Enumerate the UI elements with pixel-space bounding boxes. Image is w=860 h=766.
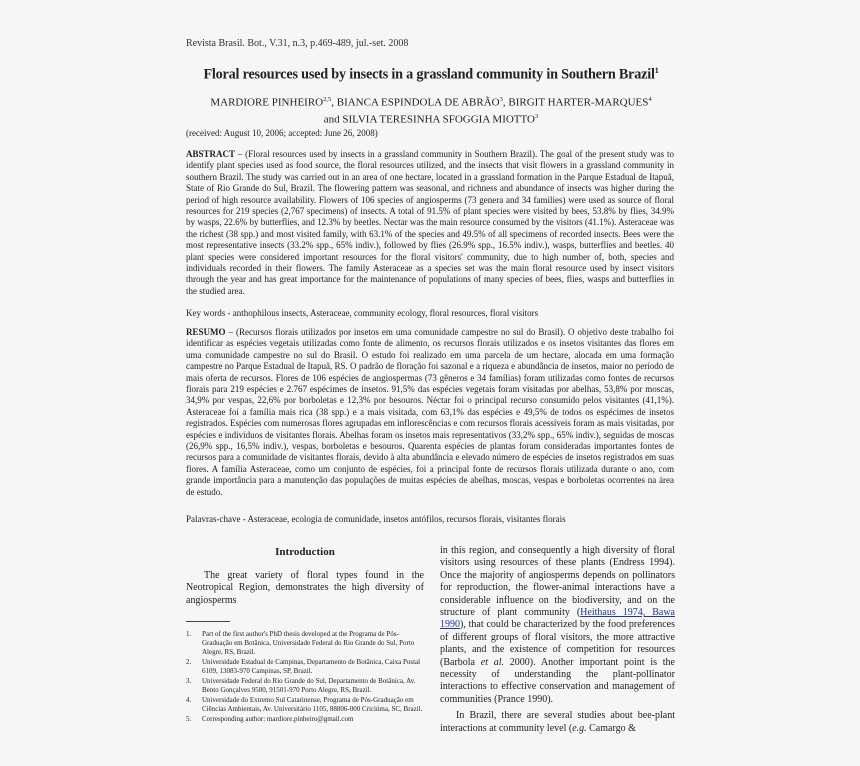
footnotes [186, 630, 424, 724]
paragraph-text: Camargo & [586, 722, 636, 734]
italic-text: e.g. [572, 722, 587, 734]
left-column [186, 546, 424, 725]
journal-citation: Revista Brasil. Bot., V.31, n.3, p.469-489, jul.-set. 2008 [186, 38, 409, 49]
abstract-label: ABSTRACT [186, 149, 236, 159]
introduction-heading: Introduction [275, 546, 335, 558]
paragraph-text: ), that could be characterized by the food preferences of different groups of floral visitors, the more attractive plants, and the existence of competition for resources (Barbola [440, 619, 675, 668]
footnote-number: 1. [186, 630, 192, 639]
resumo-label: RESUMO [186, 327, 226, 337]
introduction-text: The great variety of floral types found in the Neotropical Region, demonstrates the high diversity of angiosperms [186, 570, 424, 606]
title-footnote-marker: 1 [654, 66, 659, 75]
footnote-text: Corresponding author: mardiore.pinheiro@gmail.com [202, 715, 354, 724]
footnote-number: 3. [186, 677, 192, 686]
footnote-item [186, 677, 424, 695]
footnote-text: Universidade Estadual de Campinas, Departamento de Botânica, Caixa Postal 6109, 13083-970 Campinas, SP, Brazil. [202, 658, 421, 676]
author-2: , BIANCA ESPINDOLA DE ABRÃO [331, 96, 500, 109]
author-1-affiliation: 2,5 [323, 96, 332, 103]
footnote-text: Part of the first author's PhD thesis developed at the Programa de Pós-Graduação em Botânica, Universidade Federal do Rio Grande do Sul, Porto Alegre, RS, Brazil. [202, 630, 415, 657]
footnote-text: Universidade do Extremo Sul Catarinense, Programa de Pós-Graduação em Ciências Ambientais, Av. Universitário 1105, 88806-000 Criciúma, SC, Brazil. [202, 696, 423, 714]
abstract-text: – (Floral resources used by insects in a grassland community in Southern Brazil). The goal of the present study was to identify plant species used as food source, the floral resources utilized, and the insects that visit flowers in a grassland community in southern Brazil. The study was carried out in an area of one hectare, located in a grassland formation in the Parque Estadual de Itapuã, State of Rio Grande do Sul, Brazil. The flowering pattern was seasonal, and richness and abundance of insects was higher during the period of high resource availability. Flowers of 106 species of angiosperms (73 genera and 34 families) were used as source of floral resources for 219 species (2,767 specimens) of insects. A total of 91.5% of plant species were visited by bees, 53.8% by flies, 34.9% by wasps, 22.6% by butterflies, and 12.3% by beetles. Nectar was the main resource consumed by the visitors (41.1%). Asteraceae was the richest (38 spp.) and most visited family, with 63.1% of the species and 49.5% of all specimens of recorded insects. Bees were the most representative insects (33.2% spp., 65% indiv.), followed by flies (26.9% spp., 16.5% indiv.), wasps, butterflies and beetles. 40 plant species were considered important resources for the floral visitors' community, due to high number of, both, species and individuals recorded in their flowers. The family Asteraceae as a species set was the main floral resource used by insect visitors through the year and has great importance for the maintenance of populations of many species of bees, flies, wasps and butterflies in the studied area. [186, 149, 674, 296]
author-4-affiliation: 3 [535, 112, 539, 120]
right-paragraph-1 [440, 545, 675, 706]
paper-title [186, 66, 676, 84]
footnote-number: 5. [186, 715, 192, 724]
footnote-number: 2. [186, 658, 192, 667]
author-2-affiliation: 3 [499, 96, 503, 103]
abstract [186, 149, 674, 297]
resumo-text: – (Recursos florais utilizados por insetos em uma comunidade campestre no sul do Brasil). O objetivo deste trabalho foi identificar as espécies vegetais utilizadas como fonte de alimento, os recursos florais utilizados e os insetos visitantes das flores em uma comunidade campestre no sul do Brasil. O estudo foi realizado em uma parcela de um hectare, alocada em uma formação campestre no Parque Estadual de Itapuã, RS. O padrão de floração foi sazonal e a riqueza e abundância de insetos, maior no período de mais oferta de recursos. Flores de 106 espécies de angiospermas (73 gêneros e 34 famílias) foram utilizadas como fontes de recursos florais para 219 espécies e 2.767 espécimes de insetos. 91,5% das espécies vegetais foram visitadas por abelhas, 53,8% por moscas, 34,9% por vespas, 22,6% por borboletas e 12,3% por besouros. Néctar foi o principal recurso consumido pelos visitantes (41,1%). Asteraceae foi a família mais rica (38 spp.) e a mais visitada, com 63,1% das espécies e 49,5% de todos os espécimes de insetos registrados. Espécies com numerosas flores agrupadas em inflorescências e com recursos florais acessíveis foram as mais visitadas, por espécies e indivíduos de visitantes florais. Abelhas foram os insetos mais representativos (33,2% spp., 65% indiv.), seguidas de moscas (26,9% spp., 16,5% indiv.), vespas, borboletas e besouros. Quarenta espécies de plantas foram consideradas importantes fontes de recursos para a comunidade de visitantes florais, devido à alta abundância e elevado número de espécies de insetos registrados em suas flores. A família Asteraceae, como um conjunto de espécies, foi a principal fonte de recursos florais utilizada durante o ano, com grande importância para a manutenção das populações de muitas espécies de abelhas, moscas, vespas e borboletas ocorrentes na área de estudo. [186, 327, 674, 497]
author-1: MARDIORE PINHEIRO [210, 96, 324, 109]
author-3: , BIRGIT HARTER-MARQUES [502, 96, 649, 109]
author-4: and SILVIA TERESINHA SFOGGIA MIOTTO [323, 113, 535, 126]
citation-link[interactable]: Heithaus 1974, Bawa 1990 [440, 607, 675, 631]
author-list [186, 93, 676, 126]
title-text: Floral resources used by insects in a grassland community in Southern Brazil [203, 66, 655, 83]
keywords: Key words - anthophilous insects, Asteraceae, community ecology, floral resources, floral visitors [186, 308, 539, 318]
paragraph-text: in this region, and consequently a high diversity of floral visitors using resources of these plants (Endress 1994). Once the majority of angiosperms depends on pollinators for reproduction, the flower-animal interactions have a considerable influence on the biodiversity, and on the structure of plant community ( [440, 545, 675, 619]
footnote-item [186, 696, 424, 714]
footnote-item [186, 630, 424, 657]
right-column [440, 545, 675, 735]
italic-text: et al. [480, 656, 505, 668]
received-dates: (received: August 10, 2006; accepted: June 26, 2008) [186, 128, 378, 138]
author-3-affiliation: 4 [648, 96, 652, 103]
right-paragraph-2 [440, 710, 675, 735]
footnote-item [186, 658, 424, 676]
footnote-item [186, 715, 424, 724]
paragraph-text: In Brazil, there are several studies about bee-plant interactions at community level ( [440, 710, 675, 734]
footnote-text: Universidade Federal do Rio Grande do Sul, Departamento de Botânica, Av. Bento Gonçalves 9500, 91501-970 Porto Alegre, RS, Brazil. [202, 677, 416, 695]
footnote-divider [186, 621, 230, 622]
footnote-number: 4. [186, 696, 192, 705]
palavras-chave: Palavras-chave - Asteraceae, ecologia de comunidade, insetos antófilos, recursos florais, visitantes florais [186, 514, 566, 524]
paragraph-text: 2000). Another important point is the necessity of understanding the plant-pollinator interactions to effective conservation and management of communities (Prance 1990). [440, 656, 675, 705]
resumo [186, 327, 674, 498]
